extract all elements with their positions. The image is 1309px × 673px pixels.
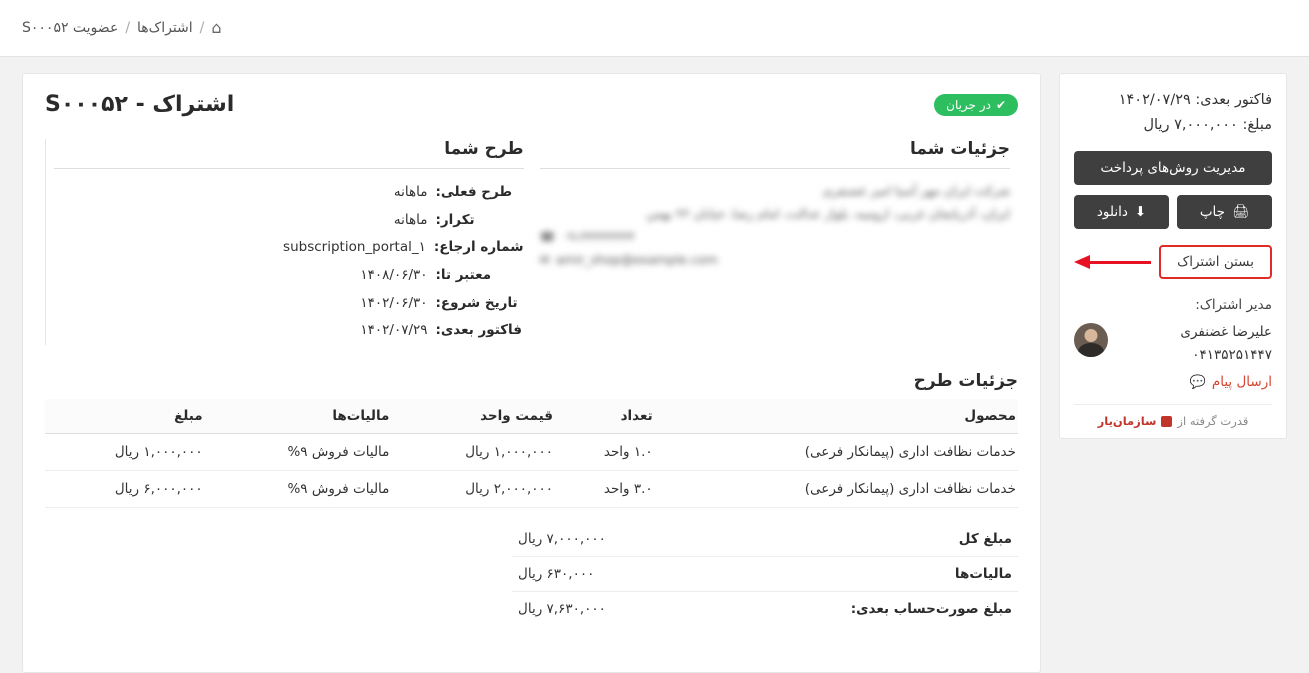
manager-phone: ۰۴۱۳۵۲۵۱۴۴۷ — [1192, 347, 1272, 364]
plan-details-table — [45, 399, 1018, 508]
phone-icon: ☎ — [539, 229, 556, 245]
annotation-arrow-icon — [1074, 255, 1153, 269]
plan-field-valid-until — [54, 262, 524, 290]
totals-label-next-invoice: مبلغ صورت‌حساب بعدی: — [850, 601, 1012, 618]
next-invoice-date: ۱۴۰۲/۰۷/۲۹ — [1118, 92, 1191, 108]
powered-by-footer — [1074, 404, 1272, 438]
breadcrumb-item-current: عضویت S۰۰۰۵۲ — [22, 20, 119, 36]
plan-field-next-invoice-value: ۱۴۰۲/۰۷/۲۹ — [360, 322, 428, 339]
check-icon: ✔ — [995, 97, 1006, 112]
plan-field-reference-value: subscription_portal_۱ — [283, 239, 426, 256]
download-button[interactable] — [1074, 195, 1169, 229]
subscription-manager-block — [1074, 321, 1272, 368]
next-invoice-label: فاکتور بعدی: — [1195, 92, 1272, 108]
cancel-subscription-row — [1074, 245, 1272, 279]
status-badge-label: در جریان — [946, 97, 991, 112]
totals-label-taxes: مالیات‌ها — [697, 557, 1018, 592]
plan-field-start-date-value: ۱۴۰۲/۰۶/۳۰ — [360, 294, 428, 311]
top-breadcrumb-bar — [0, 0, 1309, 57]
document-actions-row — [1074, 195, 1272, 229]
powered-by-brand: سازمان‌یار — [1097, 414, 1157, 428]
page-layout — [0, 57, 1309, 673]
plan-field-valid-until-value: ۱۴۰۸/۰۶/۳۰ — [360, 267, 428, 284]
cell-taxes: مالیات فروش ۹% — [209, 434, 396, 471]
column-header-taxes: مالیات‌ها — [209, 399, 396, 434]
send-message-link[interactable] — [1074, 374, 1272, 390]
plan-field-next-invoice — [54, 317, 524, 345]
totals-row-next-invoice — [512, 592, 1018, 627]
subscription-manager-label: مدیر اشتراک: — [1195, 296, 1272, 313]
plan-field-recurrence-value: ماهانه — [393, 211, 428, 228]
column-header-amount: مبلغ — [45, 399, 209, 434]
totals-value-next-invoice: ۷,۶۳۰,۰۰۰ ریال — [518, 601, 606, 618]
plan-field-reference-label: شماره ارجاع: — [433, 239, 524, 256]
plan-field-start-date — [54, 290, 524, 318]
totals-label-subtotal: مبلغ کل — [697, 522, 1018, 557]
powered-by-label: قدرت گرفته از — [1177, 414, 1249, 428]
totals-value-subtotal: ۷,۰۰۰,۰۰۰ ریال — [512, 522, 697, 557]
download-icon: ⬇ — [1134, 203, 1147, 220]
customer-line-email: amir_shop@example.com — [555, 252, 718, 268]
plan-field-recurrence-label: تکرار: — [435, 211, 475, 228]
customer-details-column — [532, 139, 1019, 345]
customer-line-phone: ۰۹۱۴۴۴۴۴۴۴۴ — [561, 229, 635, 245]
breadcrumb-item-subscriptions[interactable]: اشتراک‌ها — [137, 20, 193, 36]
table-header-row — [45, 399, 1018, 434]
column-header-quantity: تعداد — [559, 399, 659, 434]
plan-field-reference — [54, 234, 524, 262]
plan-field-start-date-label: تاریخ شروع: — [435, 294, 518, 311]
breadcrumb-separator-1: / — [199, 20, 205, 36]
column-header-unit-price: قیمت واحد — [395, 399, 559, 434]
customer-line-address: ایران، آذربایجان غربی، ارومیه، بلوار عدالت، امام رضا، خیابان ۲۲ بهمن — [646, 206, 1010, 222]
plan-section-title: طرح شما — [54, 139, 524, 169]
plan-field-current-plan-value: ماهانه — [393, 184, 428, 200]
printer-icon: 🖨 — [1232, 203, 1250, 220]
cell-amount: ۱,۰۰۰,۰۰۰ ریال — [45, 434, 209, 471]
column-header-product: محصول — [659, 399, 1018, 434]
cell-unit-price: ۱,۰۰۰,۰۰۰ ریال — [395, 434, 559, 471]
manage-payment-methods-button[interactable] — [1074, 151, 1272, 185]
manager-name: علیرضا غضنفری — [1180, 323, 1272, 340]
cancel-subscription-label: بستن اشتراک — [1177, 253, 1254, 270]
plan-details-title: جزئیات طرح — [913, 371, 1018, 392]
plan-field-recurrence — [54, 207, 524, 235]
manage-payment-methods-label: مدیریت روش‌های پرداخت — [1100, 159, 1246, 176]
send-message-label: ارسال پیام — [1211, 374, 1272, 390]
next-invoice-amount-row — [1074, 113, 1272, 138]
plan-field-next-invoice-label: فاکتور بعدی: — [435, 322, 522, 339]
totals-table — [512, 522, 1018, 626]
avatar — [1074, 323, 1108, 357]
cell-taxes: مالیات فروش ۹% — [209, 471, 396, 508]
download-label: دانلود — [1096, 203, 1128, 220]
card-header — [45, 92, 1018, 117]
breadcrumb-separator-2: / — [125, 20, 131, 36]
plan-field-current-plan-label: طرح فعلی: — [435, 184, 513, 200]
summary-columns — [45, 139, 1018, 345]
table-row — [45, 434, 1018, 471]
totals-row-subtotal — [512, 522, 1018, 557]
customer-line-company: شرکت ایران مهر آسیا امیر غضنفری — [822, 183, 1010, 198]
cell-unit-price: ۲,۰۰۰,۰۰۰ ریال — [395, 471, 559, 508]
print-label: چاپ — [1199, 203, 1226, 220]
subscription-card — [22, 73, 1041, 673]
cell-product: خدمات نظافت اداری (پیمانکار فرعی) — [659, 471, 1018, 508]
brand-logo-icon — [1161, 416, 1172, 427]
cell-amount: ۶,۰۰۰,۰۰۰ ریال — [45, 471, 209, 508]
plan-field-current-plan — [54, 179, 524, 207]
customer-line-email-wrap — [540, 248, 1011, 271]
amount-value: ۷,۰۰۰,۰۰۰ ریال — [1143, 117, 1238, 134]
customer-details-blurred — [540, 179, 1011, 272]
plan-field-valid-until-label: معتبر تا: — [435, 267, 492, 284]
customer-section-title: جزئیات شما — [540, 139, 1011, 169]
plan-info-column — [45, 139, 532, 345]
next-invoice-info — [1074, 88, 1272, 139]
customer-line-phone-wrap — [540, 225, 1011, 248]
cell-quantity: ۳.۰ واحد — [559, 471, 659, 508]
home-icon[interactable]: ⌂ — [211, 18, 222, 37]
totals-value-taxes: ۶۳۰,۰۰۰ ریال — [512, 557, 697, 592]
subscription-side-panel — [1059, 73, 1287, 439]
mail-icon: ✉ — [539, 252, 550, 268]
status-badge — [934, 94, 1018, 116]
amount-label: مبلغ: — [1242, 117, 1272, 134]
page-title: اشتراک - S۰۰۰۵۲ — [45, 92, 235, 117]
print-button[interactable] — [1177, 195, 1272, 229]
breadcrumb — [22, 20, 222, 36]
table-row — [45, 471, 1018, 508]
totals-row-taxes — [512, 557, 1018, 592]
cell-quantity: ۱.۰ واحد — [559, 434, 659, 471]
manager-info — [1180, 321, 1272, 368]
cell-product: خدمات نظافت اداری (پیمانکار فرعی) — [659, 434, 1018, 471]
cancel-subscription-button[interactable] — [1159, 245, 1272, 279]
chat-icon: 💬 — [1189, 374, 1206, 390]
next-invoice-row — [1074, 88, 1272, 113]
